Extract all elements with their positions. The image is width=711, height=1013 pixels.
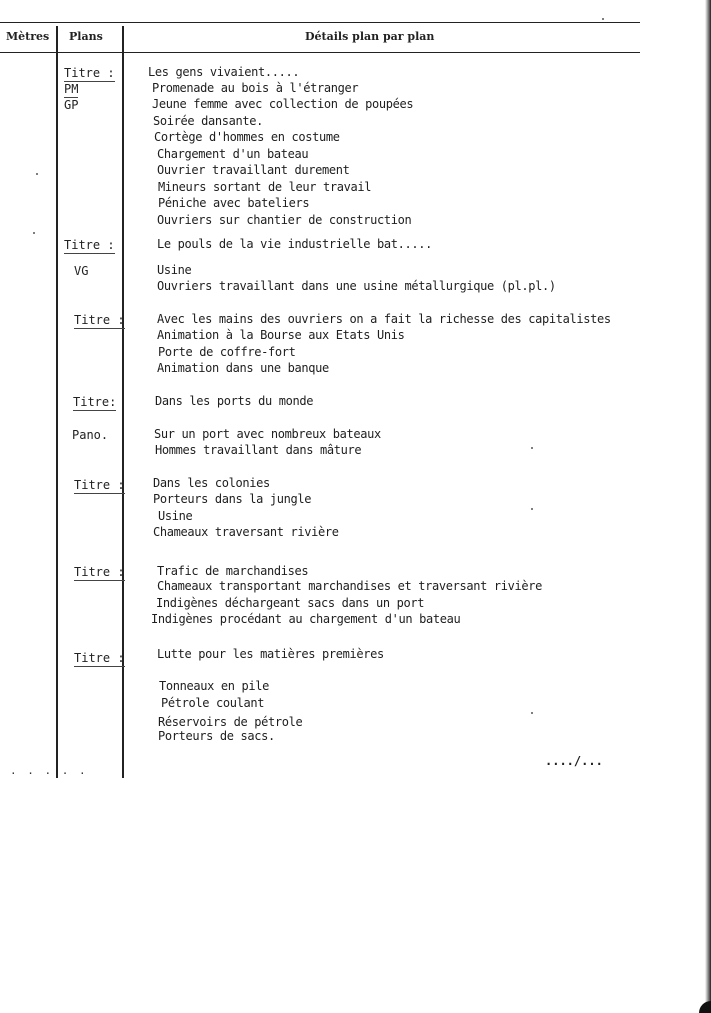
plan-label: Titre : [74, 313, 125, 327]
metres-dots: . . . . . [10, 764, 88, 777]
top-rule [0, 22, 640, 23]
plan-label: Titre : [74, 651, 125, 665]
detail-line: Porte de coffre-fort [158, 345, 296, 359]
header-bottom-rule [0, 52, 640, 53]
detail-line: Avec les mains des ouvriers on a fait la richesse des capitalistes [157, 312, 611, 326]
header-details: Détails plan par plan [305, 30, 435, 43]
detail-line: Péniche avec bateliers [158, 196, 310, 210]
column-divider-left [56, 26, 58, 778]
detail-line: Sur un port avec nombreux bateaux [154, 427, 381, 441]
detail-line: Chargement d'un bateau [157, 147, 309, 161]
plan-label: Titre: [73, 395, 117, 409]
detail-line: Cortège d'hommes en costume [154, 130, 340, 144]
detail-line: Ouvriers travaillant dans une usine métallurgique (pl.pl.) [157, 279, 556, 293]
detail-line: Chameaux transportant marchandises et traversant rivière [157, 579, 542, 593]
plan-label: Pano. [72, 428, 109, 442]
detail-line: Hommes travaillant dans mâture [155, 443, 362, 457]
detail-line: Indigènes déchargeant sacs dans un port [156, 596, 425, 610]
scan-speck [531, 712, 533, 714]
detail-line: Réservoirs de pétrole [158, 715, 303, 729]
plan-label: Titre : [74, 565, 125, 579]
detail-line: Pétrole coulant [161, 696, 265, 710]
detail-line: Tonneaux en pile [159, 679, 269, 693]
header-metres: Mètres [6, 30, 50, 43]
detail-line: Soirée dansante. [153, 114, 263, 128]
detail-line: Le pouls de la vie industrielle bat..... [157, 237, 432, 251]
detail-line: Mineurs sortant de leur travail [158, 180, 372, 194]
scan-speck [602, 18, 604, 20]
detail-line: Ouvrier travaillant durement [157, 163, 350, 177]
detail-line: Porteurs dans la jungle [153, 492, 312, 506]
detail-line: Porteurs de sacs. [158, 729, 275, 743]
detail-line: Ouvriers sur chantier de construction [157, 213, 412, 227]
detail-line: Trafic de marchandises [157, 564, 309, 578]
detail-line: Chameaux traversant rivière [153, 525, 339, 539]
detail-line: Animation à la Bourse aux Etats Unis [157, 328, 405, 342]
plan-label: Titre : [74, 478, 125, 492]
scan-speck [531, 447, 533, 449]
scan-speck [33, 232, 35, 234]
scan-corner [699, 1001, 711, 1013]
detail-line: Jeune femme avec collection de poupées [152, 97, 414, 111]
plan-label: VG [74, 264, 89, 278]
detail-line: Lutte pour les matières premières [157, 647, 384, 661]
scan-speck [531, 508, 533, 510]
header-plans: Plans [69, 30, 103, 43]
detail-line: Les gens vivaient..... [148, 65, 300, 79]
detail-line: Animation dans une banque [157, 361, 329, 375]
detail-line: Dans les colonies [153, 476, 270, 490]
continuation-mark: ..../... [545, 754, 603, 768]
plan-label: GP [64, 98, 79, 112]
detail-line: Dans les ports du monde [155, 394, 314, 408]
detail-line: Usine [157, 263, 192, 277]
scan-edge-shadow [705, 0, 711, 1013]
detail-line: Promenade au bois à l'étranger [152, 81, 359, 95]
scan-speck [36, 173, 38, 175]
plan-label: PM [64, 82, 79, 96]
plan-label: Titre : [64, 238, 115, 252]
plan-label: Titre : [64, 66, 115, 80]
detail-line: Indigènes procédant au chargement d'un bateau [151, 612, 461, 626]
detail-line: Usine [158, 509, 193, 523]
